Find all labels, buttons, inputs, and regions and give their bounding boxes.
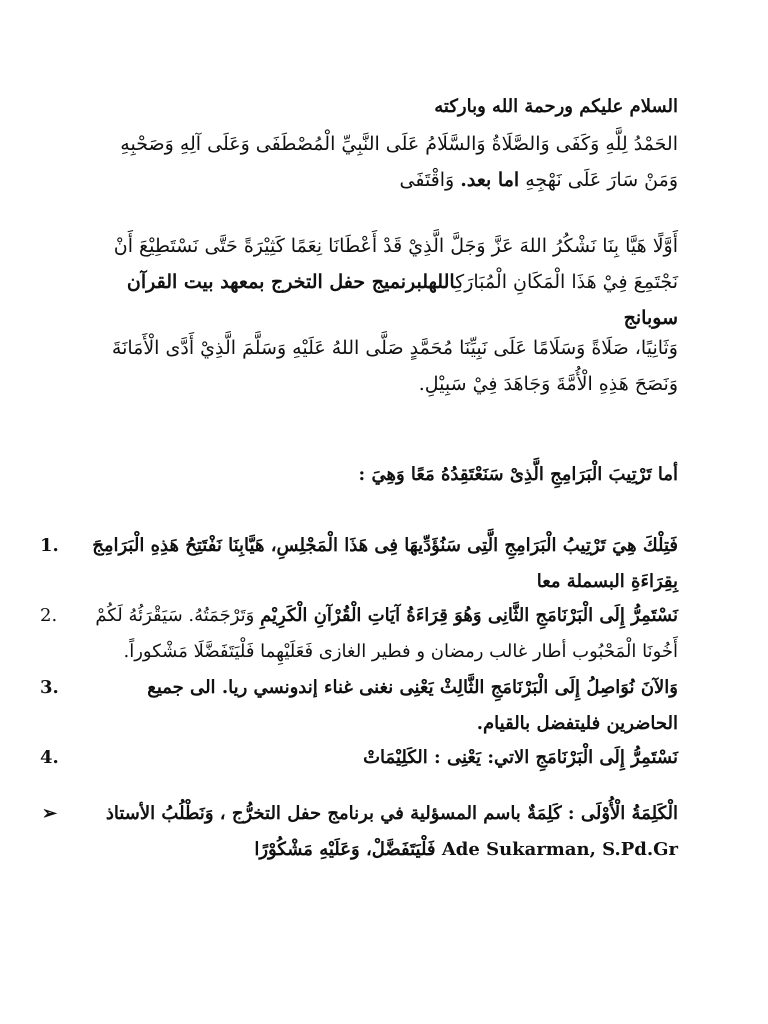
bullet-text-before: الْكَلِمَةُ الْأُوْلَى : كَلِمَةٌ باسم المسؤلية في برنامج حفل التخرُّج ، وَنَطْلُبُ الأستاذ: [105, 803, 678, 824]
paragraph-first-bold: اللهلبرنميج حفل التخرج بمعهد بيت القرآن سوبانج: [126, 271, 678, 329]
list-item-text: نَسْتَمِرُّ إِلَى الْبَرْنَامَجِ الاتي: يَعْنِى : الكَلِيْمَاتْ: [363, 747, 678, 768]
program-heading: أما تَرْتِيبَ الْبَرَامِجِ الَّذِىْ سَنَعْتَقِدُهُ مَعًا وَهِيَ :: [358, 464, 678, 485]
list-number: 2.: [40, 605, 58, 626]
intro-paragraph: [88, 126, 678, 198]
bullet-item: [42, 796, 678, 868]
list-item-3: [40, 670, 678, 742]
speaker-name: Ade Sukarman, S.Pd.Gr: [441, 839, 678, 860]
list-item-text: فَتِلْكَ هِيَ تَرْتِيبُ الْبَرَامِجِ الَّتِى سَنُؤَدِّيهَا فِى هَذَا الْمَجْلِسِ، هَيَّابِنَا نَفْتَتِحُ هَذِهِ الْبَرَامِجَ بِقِرَاءَةِ البسملة معا: [92, 535, 678, 592]
intro-tail: وَاقْتَفَى: [399, 169, 455, 191]
list-number: 1.: [40, 535, 59, 556]
greeting: السلام عليكم ورحمة الله وباركته: [434, 96, 678, 117]
list-item-2: [40, 598, 678, 670]
intro-bold: اما بعد.: [460, 169, 520, 191]
intro-text: الحَمْدُ لِلَّهِ وَكَفَى وَالصَّلَاةُ وَالسَّلَامُ عَلَى النَّبِيِّ الْمُصْطَفَى وَعَلَى آلِهِ وَصَحْبِهِ وَمَنْ سَارَ عَلَى نَهْجِهِ: [120, 133, 678, 191]
arrow-bullet-icon: ➢: [42, 803, 58, 824]
paragraph-first: [88, 228, 678, 336]
paragraph-first-text: أَوَّلًا هَيَّا بِنَا نَشْكُرُ اللهَ عَزَّ وَجَلَّ الَّذِيْ قَدْ أَعْطَانَا نِعَمًا كَثِيْرَةً حَتَّى نَسْتَطِيْعَ أَنْ نَجْتَمِعَ فِيْ هَذَا الْمَكَانِ الْمُبَارَكِ: [113, 235, 678, 293]
list-item-bold: نَسْتَمِرُّ إِلَى الْبَرْنَامَجِ الثَّانِى وَهُوَ قِرَاءَةُ آيَاتِ الْقُرْآنِ الْكَرِيْمِ: [260, 605, 678, 626]
bullet-text-after: فَلْيَتَفَضَّلْ، وَعَلَيْهِ مَشْكُوْرًا: [254, 839, 436, 860]
list-item-4: [40, 740, 678, 776]
list-item-text: وَالآنَ نُوَاصِلُ إِلَى الْبَرْنَامَجِ الثَّالِثْ يَعْنِى نغنى غناء إندونسي ريا. الى جميع الحاضرين فليتفضل بالقيام.: [147, 677, 678, 734]
list-item-1: [40, 528, 678, 600]
list-item-text: وَتَرْجَمَتُهُ. سَيَقْرَئُهُ لَكُمْ أَخُونَا الْمَحْبُوب أطار غالب رمضان و فطير الغازى فَعَلَيْهِما فَلْيَتَفَضَّلَا مَشْكوراً.: [95, 605, 678, 662]
paragraph-second: وَثَانِيًا، صَلَاةً وَسَلَامًا عَلَى نَبِيِّنَا مُحَمَّدٍ صَلَّى اللهُ عَلَيْهِ وَسَلَّمَ الَّذِيْ أَدَّى الْأَمَانَةَ وَنَصَحَ هَذِهِ الْأُمَّةَ وَجَاهَدَ فِيْ سَبِيْلِ.: [111, 337, 678, 395]
list-number: 4.: [40, 747, 59, 768]
list-number: 3.: [40, 677, 59, 698]
